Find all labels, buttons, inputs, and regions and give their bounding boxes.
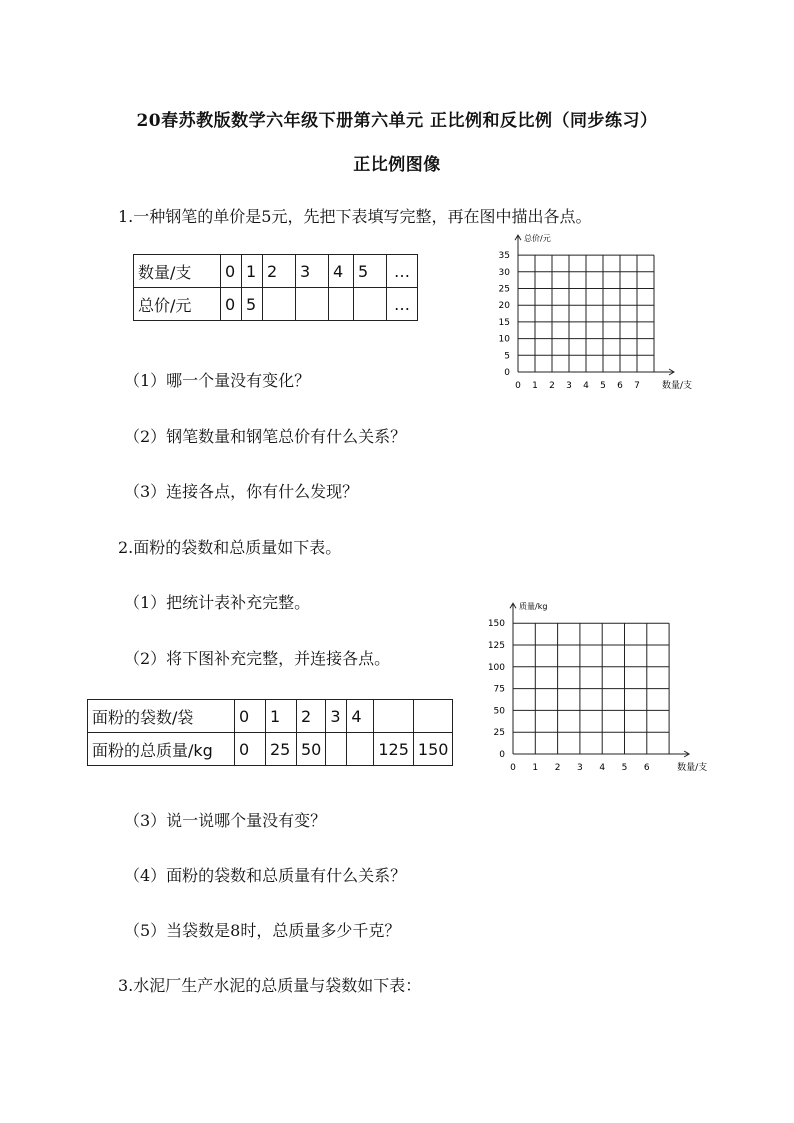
y-tick-label: 0 — [499, 750, 505, 760]
x-tick-label: 3 — [577, 763, 583, 773]
x-tick-label: 2 — [554, 763, 561, 773]
q1-part-1: （1）哪一个量没有变化？ — [124, 371, 311, 390]
page-title: 20春苏教版数学六年级下册第六单元 正比例和反比例（同步练习） — [136, 111, 658, 131]
table-row — [88, 700, 453, 733]
y-tick-label: 30 — [498, 267, 510, 278]
y-tick-label: 15 — [498, 317, 510, 328]
x-tick-label: 5 — [621, 763, 628, 773]
page-subtitle: 正比例图像 — [353, 155, 441, 175]
table-cell: 2 — [297, 700, 326, 733]
y-tick-label: 10 — [498, 334, 510, 345]
y-axis-label: 总价/元 — [524, 234, 551, 244]
table-cell: 1 — [266, 700, 297, 733]
y-tick-label: 50 — [493, 706, 505, 717]
x-tick-label: 1 — [532, 381, 538, 391]
x-tick-label: 5 — [600, 381, 606, 391]
table-row — [134, 288, 418, 321]
x-tick-label: 7 — [634, 381, 640, 391]
table-cell: 0 — [221, 255, 242, 288]
y-axis-label: 质量/kg — [519, 602, 548, 612]
table-cell: 0 — [235, 733, 266, 766]
table-cell: 数量/支 — [134, 255, 221, 288]
x-tick-label: 6 — [643, 763, 650, 773]
y-tick-label: 75 — [493, 684, 505, 695]
q2-part-1: （1）把统计表补充完整。 — [124, 593, 311, 612]
q2-part-2: （2）将下图补充完整，并连接各点。 — [124, 649, 391, 668]
x-tick-label: 4 — [583, 381, 589, 391]
table-cell — [326, 733, 347, 766]
table-cell: 25 — [266, 733, 297, 766]
q1-table — [133, 254, 418, 321]
table-cell: 1 — [242, 255, 263, 288]
table-cell: 0 — [221, 288, 242, 321]
table-cell — [329, 288, 354, 321]
q2-weight-chart — [484, 600, 708, 780]
x-tick-label: 3 — [566, 381, 572, 391]
y-tick-label: 35 — [498, 251, 510, 262]
x-axis-label: 数量/支 — [662, 381, 693, 391]
x-tick-label: 0 — [515, 381, 521, 391]
table-cell: 4 — [347, 700, 374, 733]
x-tick-label: 0 — [510, 763, 516, 773]
q2-table — [87, 699, 453, 766]
table-cell — [374, 700, 414, 733]
table-cell — [296, 288, 329, 321]
table-cell: 5 — [242, 288, 263, 321]
q1-part-3: （3）连接各点，你有什么发现？ — [124, 482, 359, 501]
table-cell: 面粉的袋数/袋 — [88, 700, 235, 733]
x-tick-label: 1 — [532, 763, 539, 773]
x-tick-label: 4 — [599, 763, 606, 773]
y-tick-label: 150 — [487, 619, 505, 630]
table-cell: 125 — [374, 733, 414, 766]
q3-stem: 3.水泥厂生产水泥的总质量与袋数如下表： — [118, 976, 422, 995]
table-cell: … — [387, 255, 418, 288]
table-row — [134, 255, 418, 288]
table-cell: 4 — [329, 255, 354, 288]
table-cell: 总价/元 — [134, 288, 221, 321]
table-cell: 150 — [413, 733, 453, 766]
x-tick-label: 2 — [549, 381, 555, 391]
q1-part-2: （2）钢笔数量和钢笔总价有什么关系？ — [124, 427, 407, 446]
table-cell: 3 — [326, 700, 347, 733]
y-tick-label: 125 — [487, 641, 505, 651]
q1-price-chart — [488, 232, 698, 397]
y-tick-label: 0 — [504, 368, 510, 378]
table-cell: 3 — [296, 255, 329, 288]
table-cell — [347, 733, 374, 766]
table-cell: 2 — [263, 255, 296, 288]
table-cell: 面粉的总质量/kg — [88, 733, 235, 766]
table-cell: 0 — [235, 700, 266, 733]
x-axis-label: 数量/支 — [677, 763, 708, 773]
q2-part-3: （3）说一说哪个量没有变？ — [124, 811, 327, 830]
table-cell: 50 — [297, 733, 326, 766]
table-cell — [354, 288, 387, 321]
y-tick-label: 5 — [504, 351, 510, 362]
q1-stem: 1.一种钢笔的单价是5元，先把下表填写完整，再在图中描出各点。 — [118, 207, 592, 226]
q2-stem: 2.面粉的袋数和总质量如下表。 — [118, 538, 342, 557]
table-cell — [413, 700, 453, 733]
table-cell: 5 — [354, 255, 387, 288]
x-tick-label: 6 — [617, 381, 623, 391]
table-cell: … — [387, 288, 418, 321]
y-tick-label: 100 — [487, 662, 505, 673]
q2-part-5: （5）当袋数是8时，总质量多少千克？ — [124, 921, 401, 940]
q2-part-4: （4）面粉的袋数和总质量有什么关系？ — [124, 866, 407, 885]
y-tick-label: 20 — [498, 301, 510, 312]
y-tick-label: 25 — [498, 284, 510, 295]
table-row — [88, 733, 453, 766]
y-tick-label: 25 — [493, 728, 505, 739]
table-cell — [263, 288, 296, 321]
